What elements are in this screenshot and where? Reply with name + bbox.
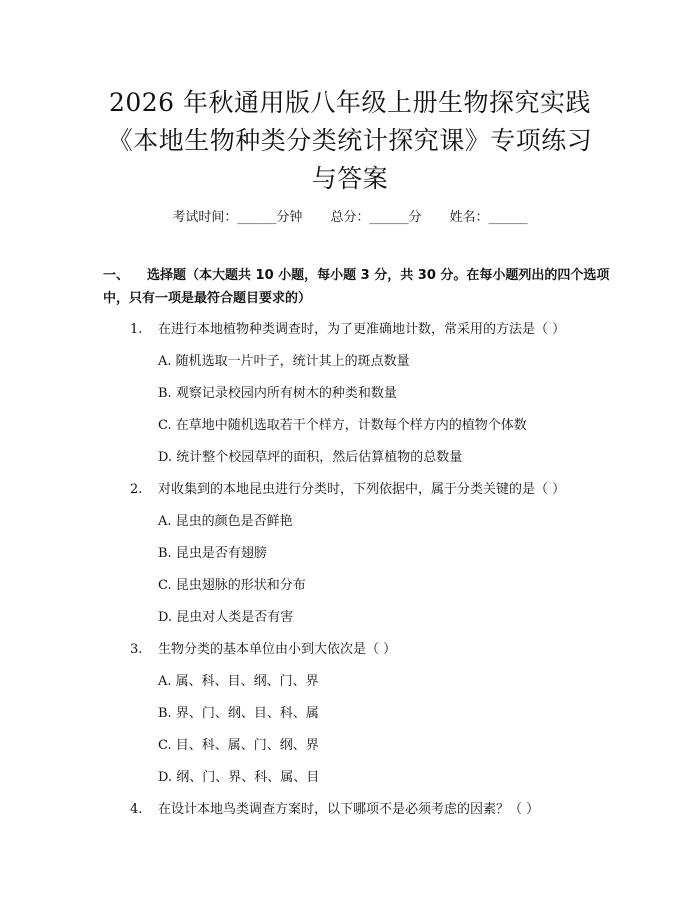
question-text: 对收集到的本地昆虫进行分类时，下列依据中，属于分类关键的是（ ） xyxy=(158,482,566,497)
question-number: 3. xyxy=(130,642,143,657)
question-3-option-c: C. 目、科、属、门、纲、界 xyxy=(158,738,319,753)
exam-info xyxy=(0,206,700,225)
question-2-option-d: D. 昆虫对人类是否有害 xyxy=(158,610,294,625)
question-1-option-b: B. 观察记录校园内所有树木的种类和数量 xyxy=(158,386,397,401)
question-4 xyxy=(130,798,539,817)
question-2 xyxy=(130,478,565,497)
question-text: 在设计本地鸟类调查方案时，以下哪项不是必须考虑的因素？（ ） xyxy=(158,802,540,817)
section-number: 一、 xyxy=(103,268,130,283)
question-text: 在进行本地植物种类调查时，为了更准确地计数，常采用的方法是（ ） xyxy=(158,322,566,337)
exam-time: 考试时间：______分钟 xyxy=(172,210,303,225)
question-text: 生物分类的基本单位由小到大依次是（ ） xyxy=(158,642,397,657)
question-3-option-a: A. 属、科、目、纲、门、界 xyxy=(158,674,319,689)
question-1-option-a: A. 随机选取一片叶子，统计其上的斑点数量 xyxy=(158,354,410,369)
question-number: 2. xyxy=(130,482,143,497)
title-line-2: 《本地生物种类分类统计探究课》专项练习 xyxy=(107,126,593,155)
exam-score: 总分：______分 xyxy=(330,210,422,225)
section-text: 选择题（本大题共 10 小题，每小题 3 分，共 30 分。在每小题列出的四个选项中，只有一项是最符合题目要求的） xyxy=(103,268,610,306)
question-number: 1. xyxy=(130,322,143,337)
question-3-option-b: B. 界、门、纲、目、科、属 xyxy=(158,706,319,721)
question-3-option-d: D. 纲、门、界、科、属、目 xyxy=(158,770,320,785)
question-2-option-c: C. 昆虫翅脉的形状和分布 xyxy=(158,578,306,593)
question-2-option-a: A. 昆虫的颜色是否鲜艳 xyxy=(158,514,293,529)
question-1 xyxy=(130,318,565,337)
question-1-option-d: D. 统计整个校园草坪的面积，然后估算植物的总数量 xyxy=(158,450,463,465)
title-line-1: 2026 年秋通用版八年级上册生物探究实践 xyxy=(108,88,592,117)
question-number: 4. xyxy=(130,802,143,817)
section-heading xyxy=(103,264,613,310)
question-2-option-b: B. 昆虫是否有翅膀 xyxy=(158,546,267,561)
document-title xyxy=(40,84,660,198)
title-line-3: 与答案 xyxy=(311,164,389,193)
question-3 xyxy=(130,638,396,657)
student-name: 姓名：______ xyxy=(449,210,528,225)
question-1-option-c: C. 在草地中随机选取若干个样方，计数每个样方内的植物个体数 xyxy=(158,418,527,433)
